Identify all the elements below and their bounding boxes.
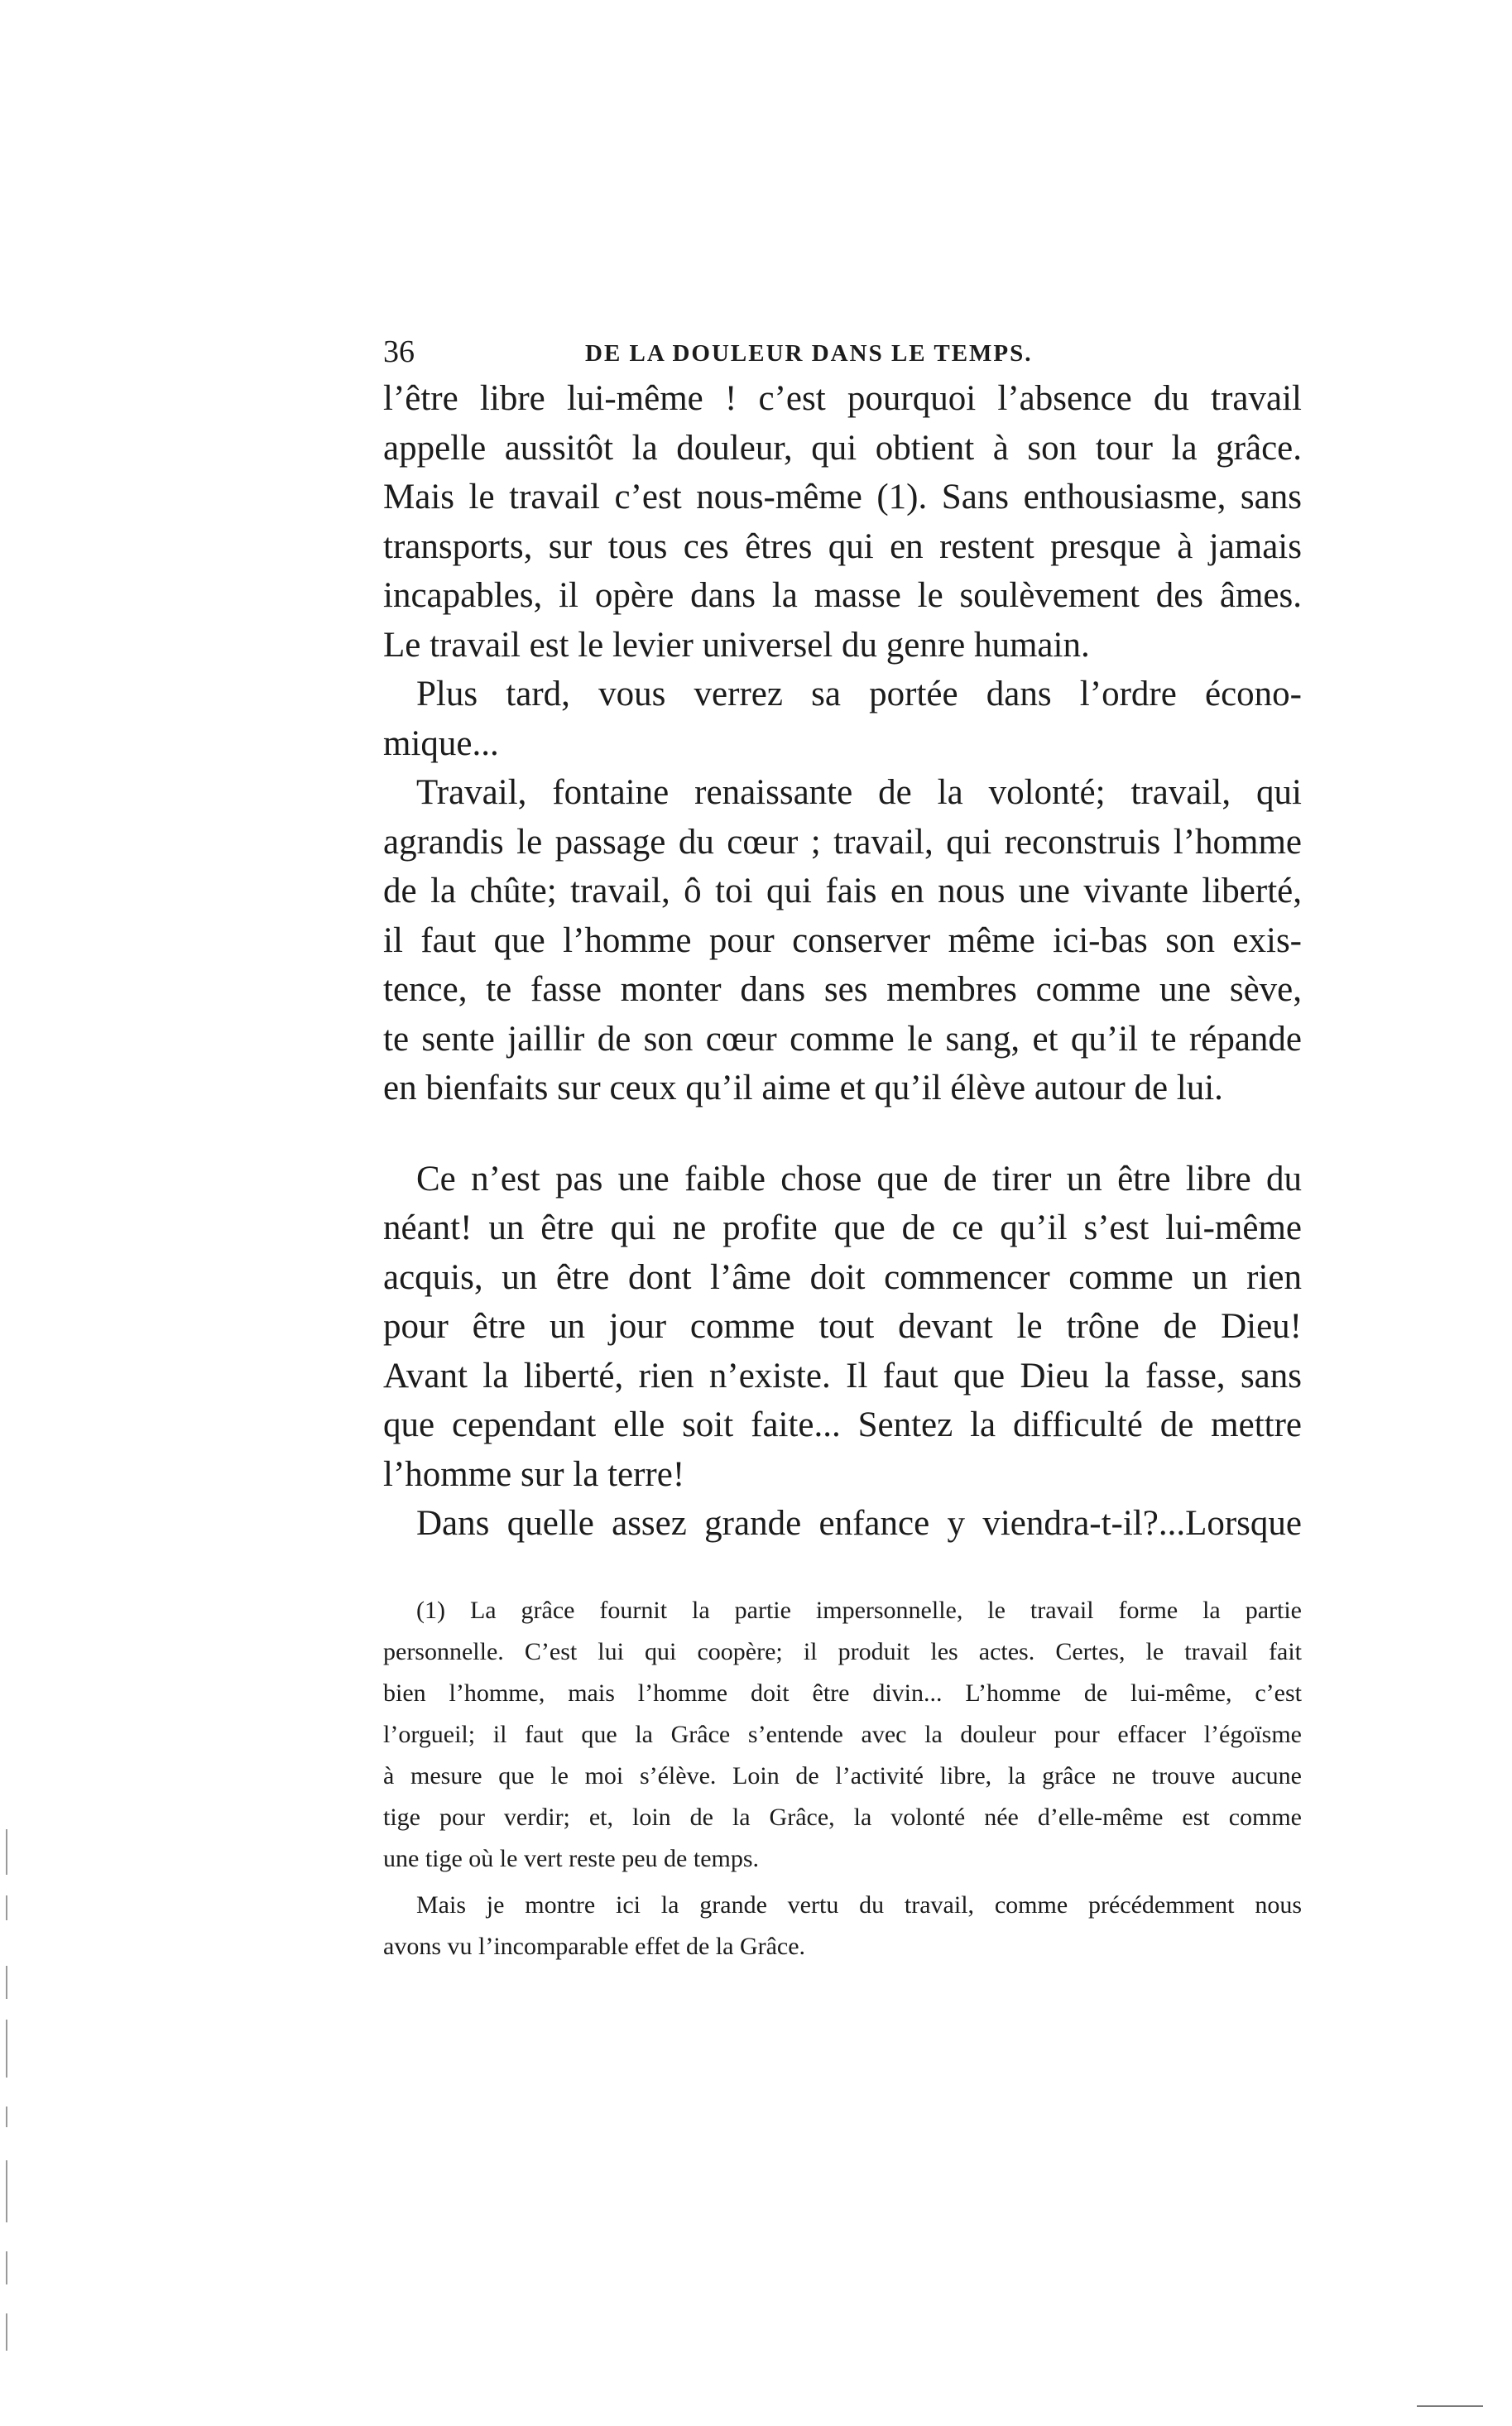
text-line: Avant la liberté, rien n’existe. Il faut que Dieu la fasse, sans [383,1356,1302,1396]
text-line: il faut que l’homme pour conserver même ici-bas son exis- [383,920,1302,960]
page-header [383,331,1302,372]
text-line: néant! un être qui ne profite que de ce qu’il s’est lui-même [383,1208,1302,1247]
page-number: 36 [383,334,415,369]
text-line: l’être libre lui-même ! c’est pourquoi l’absence du travail [383,379,1302,418]
text-line: en bienfaits sur ceux qu’il aime et qu’il élève autour de lui. [383,1069,1223,1107]
footnote-line: personnelle. C’est lui qui coopère; il produit les actes. Certes, le travail fait [383,1638,1302,1665]
paragraph-gap [383,1113,1302,1155]
scan-margin-mark [6,1966,7,1999]
scan-margin-mark [6,2313,7,2351]
footnote-line: bien l’homme, mais l’homme doit être divin... L’homme de lui-même, c’est [383,1679,1302,1707]
footnote-line: une tige où le vert reste peu de temps. [383,1845,760,1872]
text-line: Travail, fontaine renaissante de la volonté; travail, qui [416,773,1302,812]
main-text [383,374,1302,1549]
text-line: incapables, il opère dans la masse le soulèvement des âmes. [383,576,1302,615]
text-line: agrandis le passage du cœur ; travail, qui reconstruis l’homme [383,822,1302,862]
text-line: Dans quelle assez grande enfance y viendra-t-il?...Lorsque [416,1504,1302,1543]
scan-corner-mark [1417,2405,1483,2407]
footnote-line: avons vu l’incomparable effet de la Grâce. [383,1933,806,1960]
text-line: mique... [383,723,499,763]
scan-margin-mark [6,1829,7,1875]
text-line: Ce n’est pas une faible chose que de tirer un être libre du [416,1159,1302,1199]
text-line: pour être un jour comme tout devant le trône de Dieu! [383,1307,1302,1346]
footnotes [383,1590,1302,1967]
footnote-line: l’orgueil; il faut que la Grâce s’entende avec la douleur pour effacer l’égoïsme [383,1721,1302,1748]
scan-margin-mark [6,2107,7,2127]
scan-margin-mark [6,2020,7,2078]
footnote-line: (1) La grâce fournit la partie impersonnelle, le travail forme la partie [416,1597,1302,1624]
text-line: Le travail est le levier universel du genre humain. [383,625,1090,665]
footnote-line: à mesure que le moi s’élève. Loin de l’activité libre, la grâce ne trouve aucune [383,1762,1302,1789]
scan-margin-mark [6,2160,7,2222]
text-line: Mais le travail c’est nous-même (1). Sans enthousiasme, sans [383,478,1302,516]
footnote-line: Mais je montre ici la grande vertu du travail, comme précédemment nous [416,1891,1302,1919]
text-line: transports, sur tous ces êtres qui en restent presque à jamais [383,526,1302,566]
text-line: appelle aussitôt la douleur, qui obtient à son tour la grâce. [383,428,1302,468]
scan-margin-mark [6,1895,7,1920]
text-line: l’homme sur la terre! [383,1454,685,1494]
text-line: acquis, un être dont l’âme doit commencer comme un rien [383,1257,1302,1297]
text-line: Plus tard, vous verrez sa portée dans l’ordre écono- [416,675,1302,713]
text-line: que cependant elle soit faite... Sentez la difficulté de mettre [383,1405,1302,1444]
running-head: DE LA DOULEUR DANS LE TEMPS. [585,340,1033,367]
footnote-line: tige pour verdir; et, loin de la Grâce, la volonté née d’elle-même est comme [383,1804,1302,1831]
text-line: te sente jaillir de son cœur comme le sang, et qu’il te répande [383,1019,1302,1059]
text-line: de la chûte; travail, ô toi qui fais en nous une vivante liberté, [383,872,1302,910]
scan-margin-mark [6,2251,7,2284]
text-line: tence, te fasse monter dans ses membres comme une sève, [383,970,1302,1009]
